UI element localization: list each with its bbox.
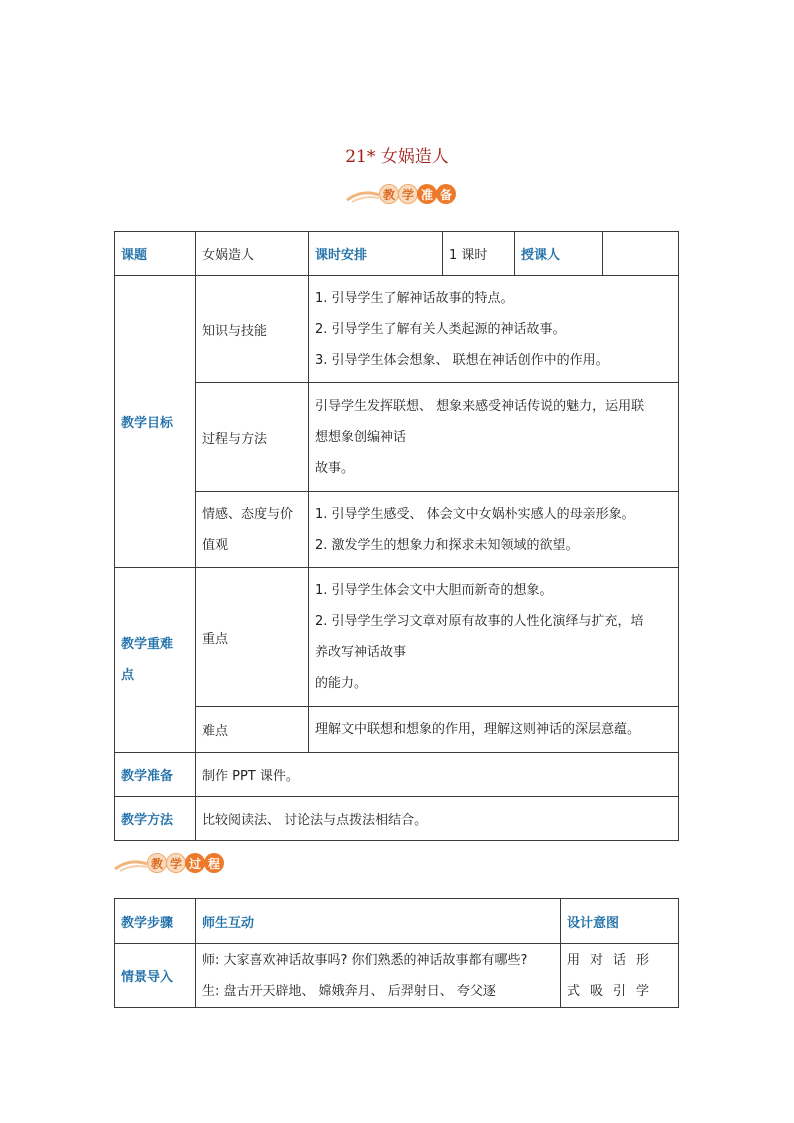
cell-difficulty-content	[309, 707, 679, 753]
text-line: 引导学生发挥联想、 想象来感受神话传说的魅力，运用联	[315, 398, 645, 414]
text-line: 3. 引导学生体会想象、 联想在神话创作中的作用。	[315, 352, 609, 368]
banner-char: 学	[166, 853, 186, 873]
cell-label-method: 教学方法	[115, 797, 196, 841]
cell-header-step: 教学步骤	[115, 899, 196, 944]
banner-char: 教	[147, 853, 167, 873]
section-banner-prep	[346, 184, 456, 204]
text-line: 情感、态度与价	[202, 506, 294, 522]
cell-focus-content	[309, 568, 679, 707]
cell-teacher-value	[603, 232, 679, 276]
cell-interaction-content	[196, 944, 561, 1008]
text-line: 1. 引导学生体会文中大胆而新奇的想象。	[315, 583, 553, 598]
lesson-process-table	[114, 898, 679, 1008]
banner-char: 学	[398, 184, 418, 204]
cell-topic-value: 女娲造人	[196, 232, 309, 276]
banner-char: 教	[379, 184, 399, 204]
page-title: 21* 女娲造人	[345, 147, 449, 167]
cell-method-content: 比较阅读法、 讨论法与点拨法相结合。	[196, 797, 679, 841]
text-line: 师: 大家喜欢神话故事吗? 你们熟悉的神话故事都有哪些?	[202, 952, 528, 968]
cell-header-interaction: 师生互动	[196, 899, 561, 944]
cell-prep-content: 制作 PPT 课件。	[196, 753, 679, 797]
cell-label-keypoints	[115, 568, 196, 753]
lesson-prep-table	[114, 231, 679, 841]
text-line: 点	[121, 668, 135, 683]
text-line: 值观	[202, 537, 229, 553]
cell-schedule-value: 1 课时	[443, 232, 515, 276]
cell-label-process: 过程与方法	[196, 383, 309, 492]
cell-process-content	[309, 383, 679, 492]
text-line: 想想象创编神话	[315, 429, 407, 445]
cell-emotion-content	[309, 492, 679, 568]
text-line: 用对话形	[567, 952, 660, 968]
cell-label-goals: 教学目标	[115, 276, 196, 568]
text-line: 2. 激发学生的想象力和探求未知领域的欲望。	[315, 537, 579, 553]
banner-char: 程	[204, 853, 224, 873]
text-line: 教学重难	[121, 637, 174, 652]
cell-design-content	[561, 944, 679, 1008]
text-line: 1. 引导学生了解神话故事的特点。	[315, 290, 514, 306]
cell-knowledge-content	[309, 276, 679, 383]
banner-char: 过	[185, 853, 205, 873]
text-line: 2. 引导学生学习文章对原有故事的人性化演绎与扩充，培	[315, 614, 644, 629]
swoosh-icon	[346, 185, 380, 203]
banner-char: 准	[417, 184, 437, 204]
cell-label-topic: 课题	[115, 232, 196, 276]
cell-header-design: 设计意图	[561, 899, 679, 944]
cell-label-knowledge: 知识与技能	[196, 276, 309, 383]
swoosh-icon	[114, 854, 148, 872]
banner-char: 备	[436, 184, 456, 204]
cell-label-prep: 教学准备	[115, 753, 196, 797]
cell-label-emotion	[196, 492, 309, 568]
cell-step-intro: 情景导入	[115, 944, 196, 1008]
cell-label-focus: 重点	[196, 568, 309, 707]
cell-label-difficulty: 难点	[196, 707, 309, 753]
text-line: 2. 引导学生了解有关人类起源的神话故事。	[315, 321, 566, 337]
section-banner-process	[114, 853, 224, 873]
text-line: 的能力。	[315, 676, 368, 691]
text-line: 养改写神话故事	[315, 645, 407, 660]
cell-label-schedule: 课时安排	[309, 232, 443, 276]
text-line: 式吸引学	[567, 983, 660, 999]
text-line: 理解文中联想和想象的作用，理解这则神话的深层意蕴。	[315, 722, 641, 737]
text-line: 故事。	[315, 460, 355, 476]
cell-label-teacher: 授课人	[515, 232, 603, 276]
text-line: 生: 盘古开天辟地、 嫦娥奔月、 后羿射日、 夸父逐	[202, 983, 496, 999]
text-line: 1. 引导学生感受、 体会文中女娲朴实感人的母亲形象。	[315, 506, 635, 522]
